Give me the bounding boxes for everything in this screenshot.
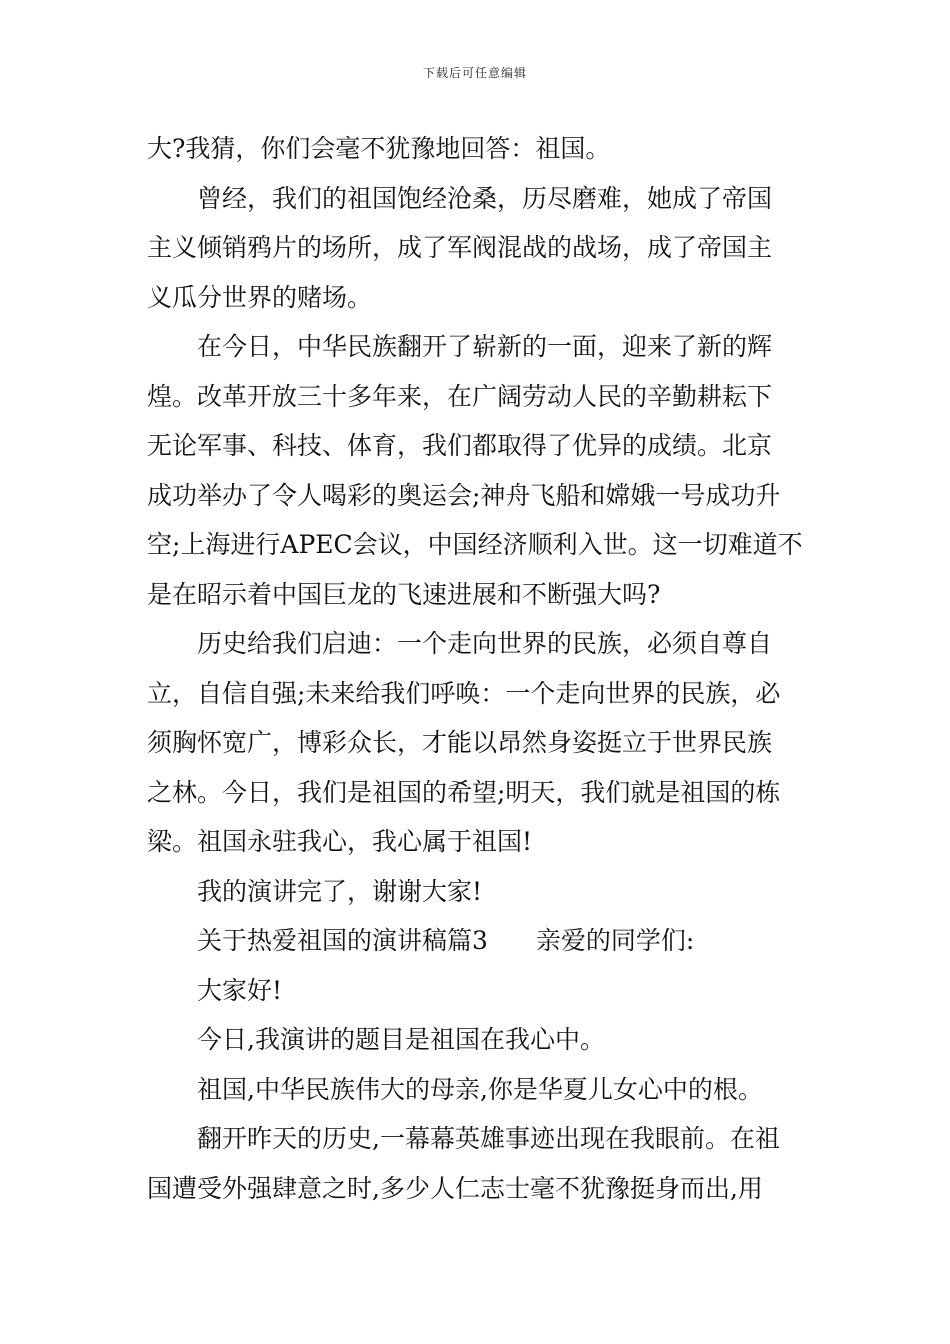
section-heading-line	[147, 916, 807, 966]
text-line: 国遭受外强肆意之时,多少人仁志士毫不犹豫挺身而出,用	[147, 1173, 763, 1203]
text-line: 今日,我演讲的题目是祖国在我心中。	[197, 1025, 605, 1054]
text-line: 是在昭示着中国巨龙的飞速进展和不断强大吗?	[147, 579, 661, 609]
text-line: 在今日，中华民族翻开了崭新的一面，迎来了新的辉	[197, 332, 773, 361]
text-line: 立，自信自强;未来给我们呼唤：一个走向世界的民族，必	[147, 678, 781, 708]
text-line: 煌。改革开放三十多年来，在广阔劳动人民的辛勤耕耘下	[147, 381, 773, 411]
text-line: 成功举办了令人喝彩的奥运会;神舟飞船和嫦娥一号成功升	[147, 480, 781, 510]
text-line: 主义倾销鸦片的场所，成了军阀混战的战场，成了帝国主	[147, 233, 773, 262]
page-header: 下载后可任意编辑	[422, 66, 527, 80]
text-block-before	[147, 124, 807, 916]
text-line: 历史给我们启迪：一个走向世界的民族，必须自尊自	[197, 629, 773, 658]
text-line: 祖国,中华民族伟大的母亲,你是华夏儿女心中的根。	[197, 1074, 763, 1104]
text-line: 翻开昨天的历史,一幕幕英雄事迹出现在我眼前。在祖	[197, 1124, 780, 1153]
document-body	[147, 124, 807, 1213]
text-line: 之林。今日，我们是祖国的希望;明天，我们就是祖国的栋	[147, 777, 781, 807]
text-line: 我的演讲完了，谢谢大家!	[197, 876, 483, 906]
text-line: 梁。祖国永驻我心，我心属于祖国!	[147, 827, 533, 856]
text-line: 须胸怀宽广，博彩众长，才能以昂然身姿挺立于世界民族	[147, 728, 773, 757]
salutation: 亲爱的同学们:	[535, 926, 695, 955]
text-line: 义瓜分世界的赌场。	[147, 282, 373, 312]
text-line: 大?我猜，你们会毫不犹豫地回答：祖国。	[147, 134, 611, 163]
section-title: 关于热爱祖国的演讲稿篇3	[197, 926, 488, 955]
text-line: 无论军事、科技、体育，我们都取得了优异的成绩。北京	[147, 431, 773, 460]
text-line: 大家好!	[197, 975, 283, 1005]
text-line: 曾经，我们的祖国饱经沧桑，历尽磨难，她成了帝国	[197, 183, 773, 213]
text-line: 空;上海进行APEC会议，中国经济顺利入世。这一切难道不	[147, 530, 803, 559]
text-block-after	[147, 966, 807, 1214]
